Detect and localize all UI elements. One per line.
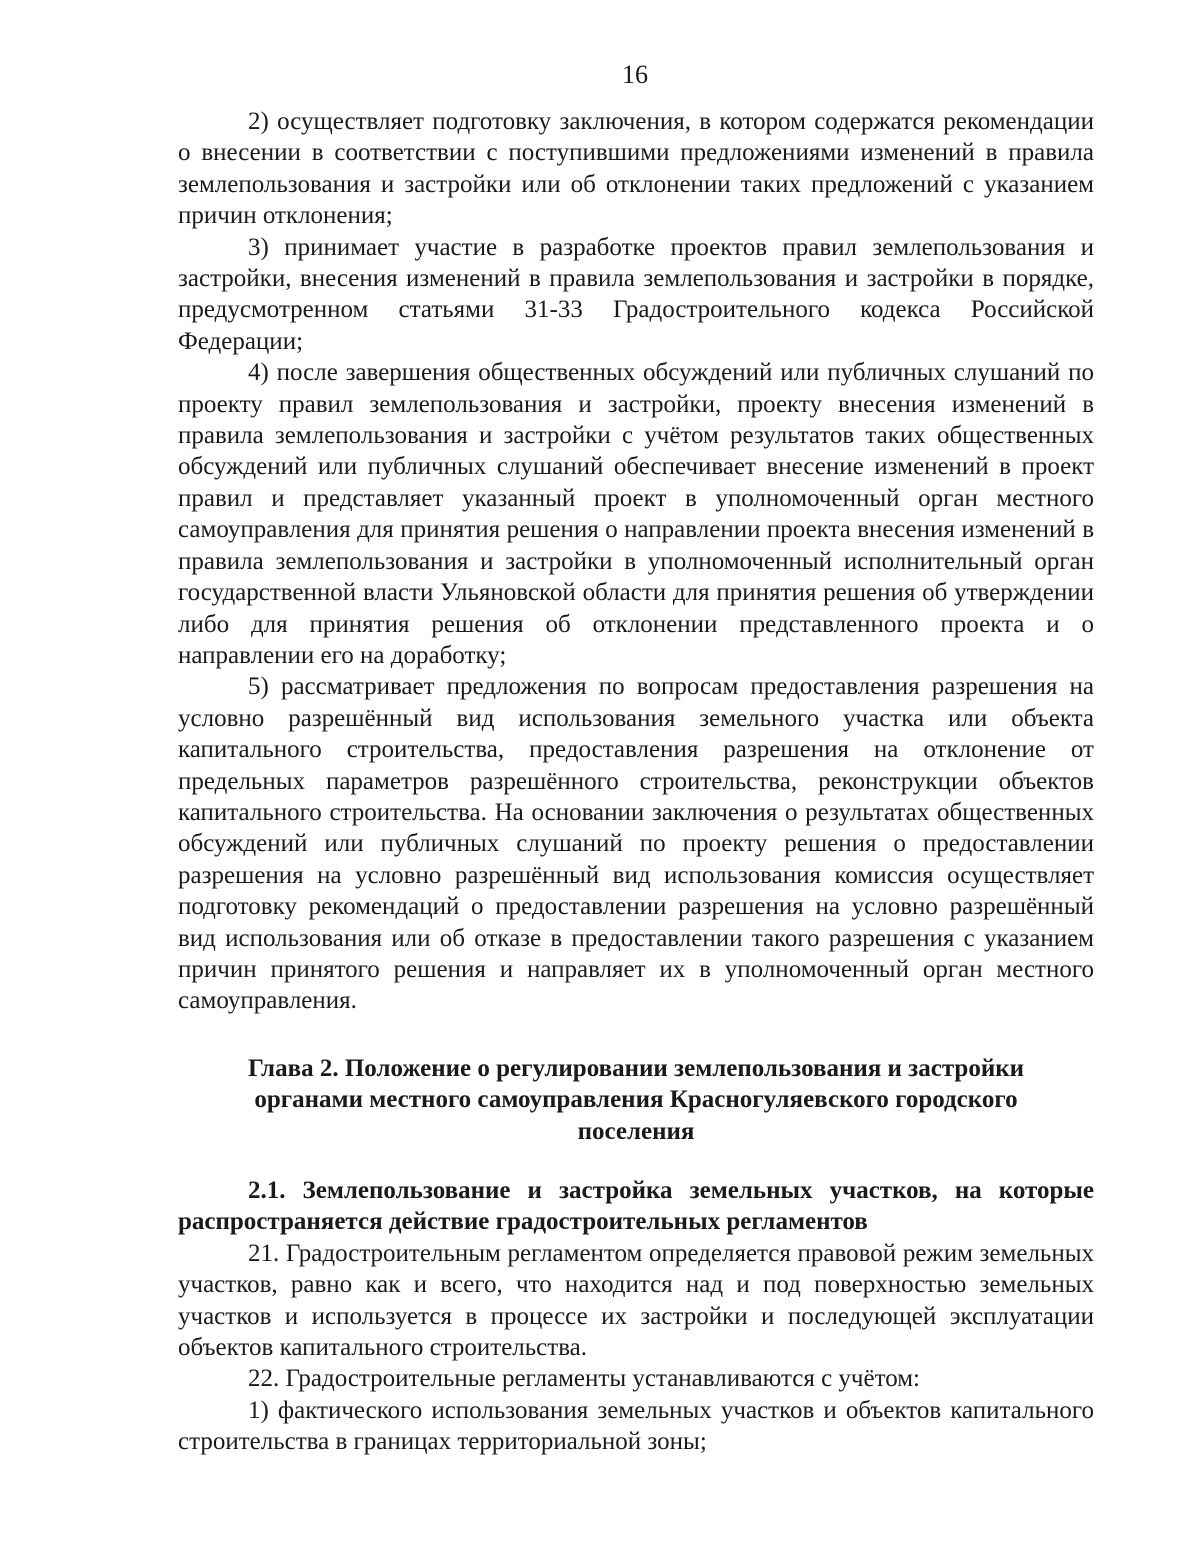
document-body xyxy=(178,106,1094,1458)
paragraph-item-4: 4) после завершения общественных обсуждений или публичных слушаний по проекту правил землепользования и застройки, проекту внесения изменений в правила землепользования и застройки с учётом результатов таких общественных обсуждений или публичных слушаний обеспечивает внесение изменений в проект правил и представляет указанный проект в уполномоченный орган местного самоуправления для принятия решения о направлении проекта внесения изменений в правила землепользования и застройки в уполномоченный исполнительный орган государственной власти Ульяновской области для принятия решения об утверждении либо для принятия решения об отклонении представленного проекта и о направлении его на доработку; xyxy=(178,359,1094,669)
paragraph-item-2: 2) осуществляет подготовку заключения, в котором содержатся рекомендации о внесении в соответствии с поступившими предложениями изменений в правила землепользования и застройки или об отклонении таких предложений с указанием причин отклонения; xyxy=(178,108,1094,230)
section-title: 2.1. Землепользование и застройка земельных участков, на которые распространяется действие градостроительных регламентов xyxy=(178,1177,1094,1236)
page-number: 16 xyxy=(622,60,648,89)
paragraph-22-item-1: 1) фактического использования земельных участков и объектов капитального строительства в границах территориальной зоны; xyxy=(178,1396,1094,1456)
chapter-title: Глава 2. Положение о регулировании землепользования и застройки органами местного самоуправления Красногуляевского городского поселения xyxy=(247,1054,1025,1145)
paragraph-22: 22. Градостроительные регламенты устанавливаются с учётом: xyxy=(248,1365,920,1393)
paragraph-21: 21. Градостроительным регламентом определяется правовой режим земельных участков, равно как и всего, что находится над и под поверхностью земельных участков и используется в процессе их застройки и последующей эксплуатации объектов капитального строительства. xyxy=(178,1239,1094,1362)
paragraph-item-5: 5) рассматривает предложения по вопросам предоставления разрешения на условно разрешённый вид использования земельного участка или объекта капитального строительства, предоставления разрешения на отклонение от предельных параметров разрешённого строительства, реконструкции объектов капитального строительства. На основании заключения о результатах общественных обсуждений или публичных слушаний по проекту решения о предоставлении разрешения на условно разрешённый вид использования комиссия осуществляет подготовку рекомендаций о предоставлении разрешения на условно разрешённый вид использования или об отказе в предоставлении такого разрешения с указанием причин принятого решения и направляет их в уполномоченный орган местного самоуправления. xyxy=(178,673,1094,1015)
paragraph-item-3: 3) принимает участие в разработке проектов правил землепользования и застройки, внесения изменений в правила землепользования и застройки в порядке, предусмотренном статьями 31-33 Градостроительного кодекса Российской Федерации; xyxy=(178,233,1094,355)
